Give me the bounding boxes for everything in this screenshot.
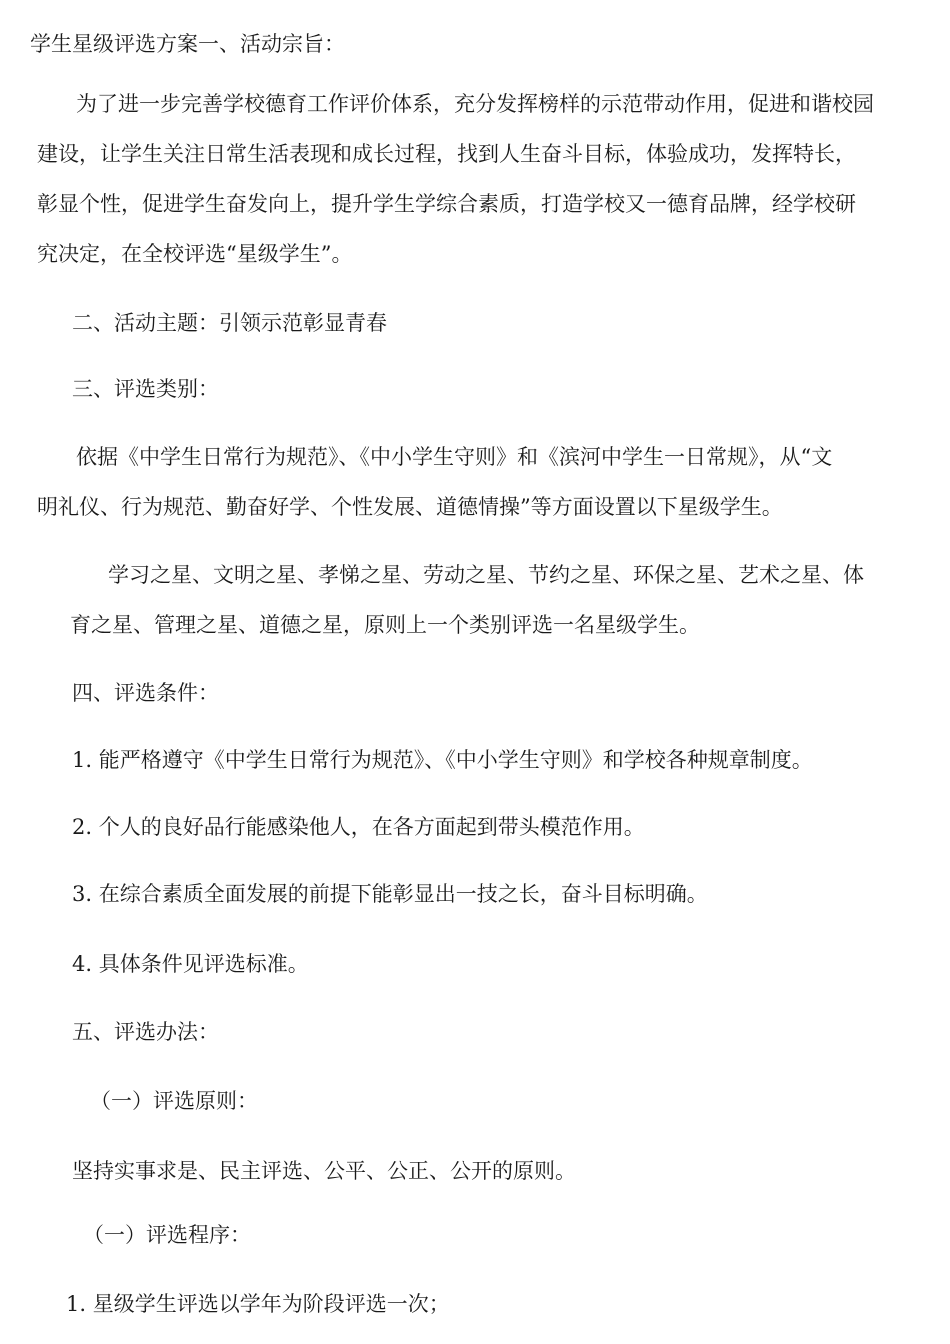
principle-heading: （一）评选原则：: [90, 1089, 258, 1113]
purpose-paragraph-line-1: 为了进一步完善学校德育工作评价体系，充分发挥榜样的示范带动作用，促进和谐校园: [76, 92, 874, 116]
procedure-item-1: 1. 星级学生评选以学年为阶段评选一次；: [66, 1292, 450, 1316]
method-heading: 五、评选办法：: [72, 1020, 219, 1044]
condition-item-2: 2. 个人的良好品行能感染他人，在各方面起到带头模范作用。: [72, 815, 645, 839]
procedure-heading: （一）评选程序：: [83, 1223, 251, 1247]
conditions-heading: 四、评选条件：: [72, 681, 219, 705]
condition-item-1: 1. 能严格遵守《中学生日常行为规范》、《中小学生守则》和学校各种规章制度。: [72, 748, 813, 772]
basis-paragraph-line-2: 明礼仪、行为规范、勤奋好学、个性发展、道德情操”等方面设置以下星级学生。: [37, 495, 783, 519]
theme-heading: 二、活动主题：引领示范彰显青春: [72, 311, 387, 335]
category-heading: 三、评选类别：: [72, 377, 219, 401]
stars-paragraph-line-1: 学习之星、文明之星、孝悌之星、劳动之星、节约之星、环保之星、艺术之星、体: [108, 563, 864, 587]
purpose-paragraph-line-4: 究决定，在全校评选“星级学生”。: [37, 242, 353, 266]
document-title-line: 学生星级评选方案一、活动宗旨：: [30, 32, 345, 56]
purpose-paragraph-line-2: 建设，让学生关注日常生活表现和成长过程，找到人生奋斗目标，体验成功，发挥特长，: [37, 142, 856, 166]
basis-paragraph-line-1: 依据《中学生日常行为规范》、《中小学生守则》和《滨河中学生一日常规》，从“文: [76, 445, 833, 469]
condition-item-3: 3. 在综合素质全面发展的前提下能彰显出一技之长，奋斗目标明确。: [72, 882, 708, 906]
stars-paragraph-line-2: 育之星、管理之星、道德之星，原则上一个类别评选一名星级学生。: [70, 613, 700, 637]
purpose-paragraph-line-3: 彰显个性，促进学生奋发向上，提升学生学综合素质，打造学校又一德育品牌，经学校研: [37, 192, 856, 216]
condition-item-4: 4. 具体条件见评选标准。: [72, 952, 309, 976]
principle-text: 坚持实事求是、民主评选、公平、公正、公开的原则。: [72, 1159, 576, 1183]
